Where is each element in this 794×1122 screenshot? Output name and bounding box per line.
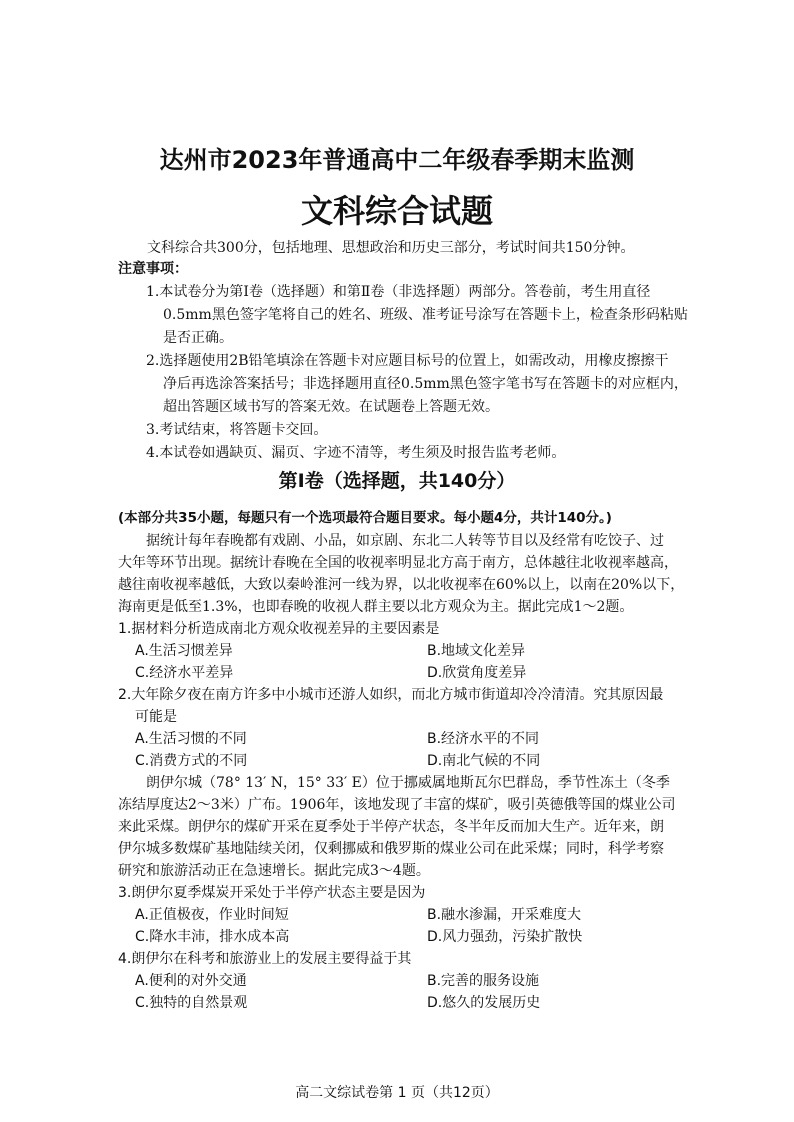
passage-line: 大年等环节出现。据统计春晚在全国的收视率明显北方高于南方，总体越往北收视率越高，	[118, 555, 678, 571]
page-footer: 高二文综试卷第 1 页（共12页）	[295, 1085, 499, 1101]
exam-subtitle: 文科综合试题	[300, 192, 493, 230]
question-stem: 3.朗伊尔夏季煤炭开采处于半停产状态主要是因为	[118, 885, 426, 901]
passage-line: 越往南收视率越低，大致以秦岭淮河一线为界，以北收视率在60%以上，以南在20%以下，	[118, 577, 685, 593]
passage-line: 来此采煤。朗伊尔的煤矿开采在夏季处于半停产状态，冬半年反而加大生产。近年来，朗	[118, 819, 664, 835]
exam-title: 达州市2023年普通高中二年级春季期末监测	[159, 146, 635, 174]
section-instruction: (本部分共35小题，每题只有一个选项最符合题目要求。每小题4分，共计140分。)	[118, 510, 612, 526]
question-stem: 4.朗伊尔在科考和旅游业上的发展主要得益于其	[118, 951, 412, 967]
notice-heading: 注意事项：	[118, 261, 188, 277]
section-title: 第Ⅰ卷（选择题，共140分）	[278, 470, 516, 492]
notice-line: 净后再选涂答案括号；非选择题用直径0.5mm黑色签字笔书写在答题卡的对应框内，	[163, 376, 688, 392]
option: A.生活习惯的不同	[135, 731, 247, 747]
passage-line: 海南更是低至1.3%，也即春晚的收视人群主要以北方观众为主。据此完成1～2题。	[118, 599, 634, 615]
option: A.生活习惯差异	[135, 643, 233, 659]
notice-line: 2.选择题使用2B铅笔填涂在答题卡对应题目标号的位置上，如需改动，用橡皮擦擦干	[146, 353, 669, 369]
question-stem: 1.据材料分析造成南北方观众收视差异的主要因素是	[118, 621, 440, 637]
option: C.消费方式的不同	[135, 753, 248, 769]
option: D.风力强劲，污染扩散快	[427, 929, 583, 945]
option: C.经济水平差异	[135, 665, 234, 681]
option: B.完善的服务设施	[427, 973, 540, 989]
notice-line: 是否正确。	[163, 330, 233, 346]
notice-line: 超出答题区域书写的答案无效。在试题卷上答题无效。	[163, 399, 499, 415]
passage-line: 朗伊尔城（78° 13′ N，15° 33′ E）位于挪威属地斯瓦尔巴群岛，季节性冻土（冬季	[146, 775, 670, 791]
notice-line: 4.本试卷如遇缺页、漏页、字迹不清等，考生须及时报告监考老师。	[146, 445, 566, 461]
passage-line: 冻结厚度达2～3米）广布。1906年，该地发现了丰富的煤矿，吸引英德俄等国的煤业公司	[118, 797, 676, 813]
option: C.独特的自然景观	[135, 995, 248, 1011]
option: C.降水丰沛，排水成本高	[135, 929, 290, 945]
option: A.正值极夜，作业时间短	[135, 907, 289, 923]
option: A.便利的对外交通	[135, 973, 247, 989]
question-stem: 2.大年除夕夜在南方许多中小城市还游人如织，而北方城市街道却冷冷清清。究其原因最	[118, 687, 664, 703]
option: D.南北气候的不同	[427, 753, 541, 769]
passage-line: 研究和旅游活动正在急速增长。据此完成3～4题。	[118, 863, 430, 879]
passage-line: 据统计每年春晚都有戏剧、小品，如京剧、东北二人转等节目以及经常有吃饺子、过	[146, 533, 664, 549]
intro-text: 文科综合共300分，包括地理、思想政治和历史三部分，考试时间共150分钟。	[147, 240, 635, 256]
option: D.悠久的发展历史	[427, 995, 541, 1011]
notice-line: 1.本试卷分为第Ⅰ卷（选择题）和第Ⅱ卷（非选择题）两部分。答卷前，考生用直径	[146, 284, 651, 300]
notice-line: 3.考试结束，将答题卡交回。	[146, 422, 328, 438]
question-stem: 可能是	[135, 709, 177, 725]
option: B.经济水平的不同	[427, 731, 540, 747]
option: B.融水渗漏，开采难度大	[427, 907, 582, 923]
option: B.地域文化差异	[427, 643, 526, 659]
option: D.欣赏角度差异	[427, 665, 527, 681]
passage-line: 伊尔城多数煤矿基地陆续关闭，仅剩挪威和俄罗斯的煤业公司在此采煤；同时，科学考察	[118, 841, 664, 857]
notice-line: 0.5mm黑色签字笔将自己的姓名、班级、准考证号涂写在答题卡上，检查条形码粘贴	[163, 307, 688, 323]
